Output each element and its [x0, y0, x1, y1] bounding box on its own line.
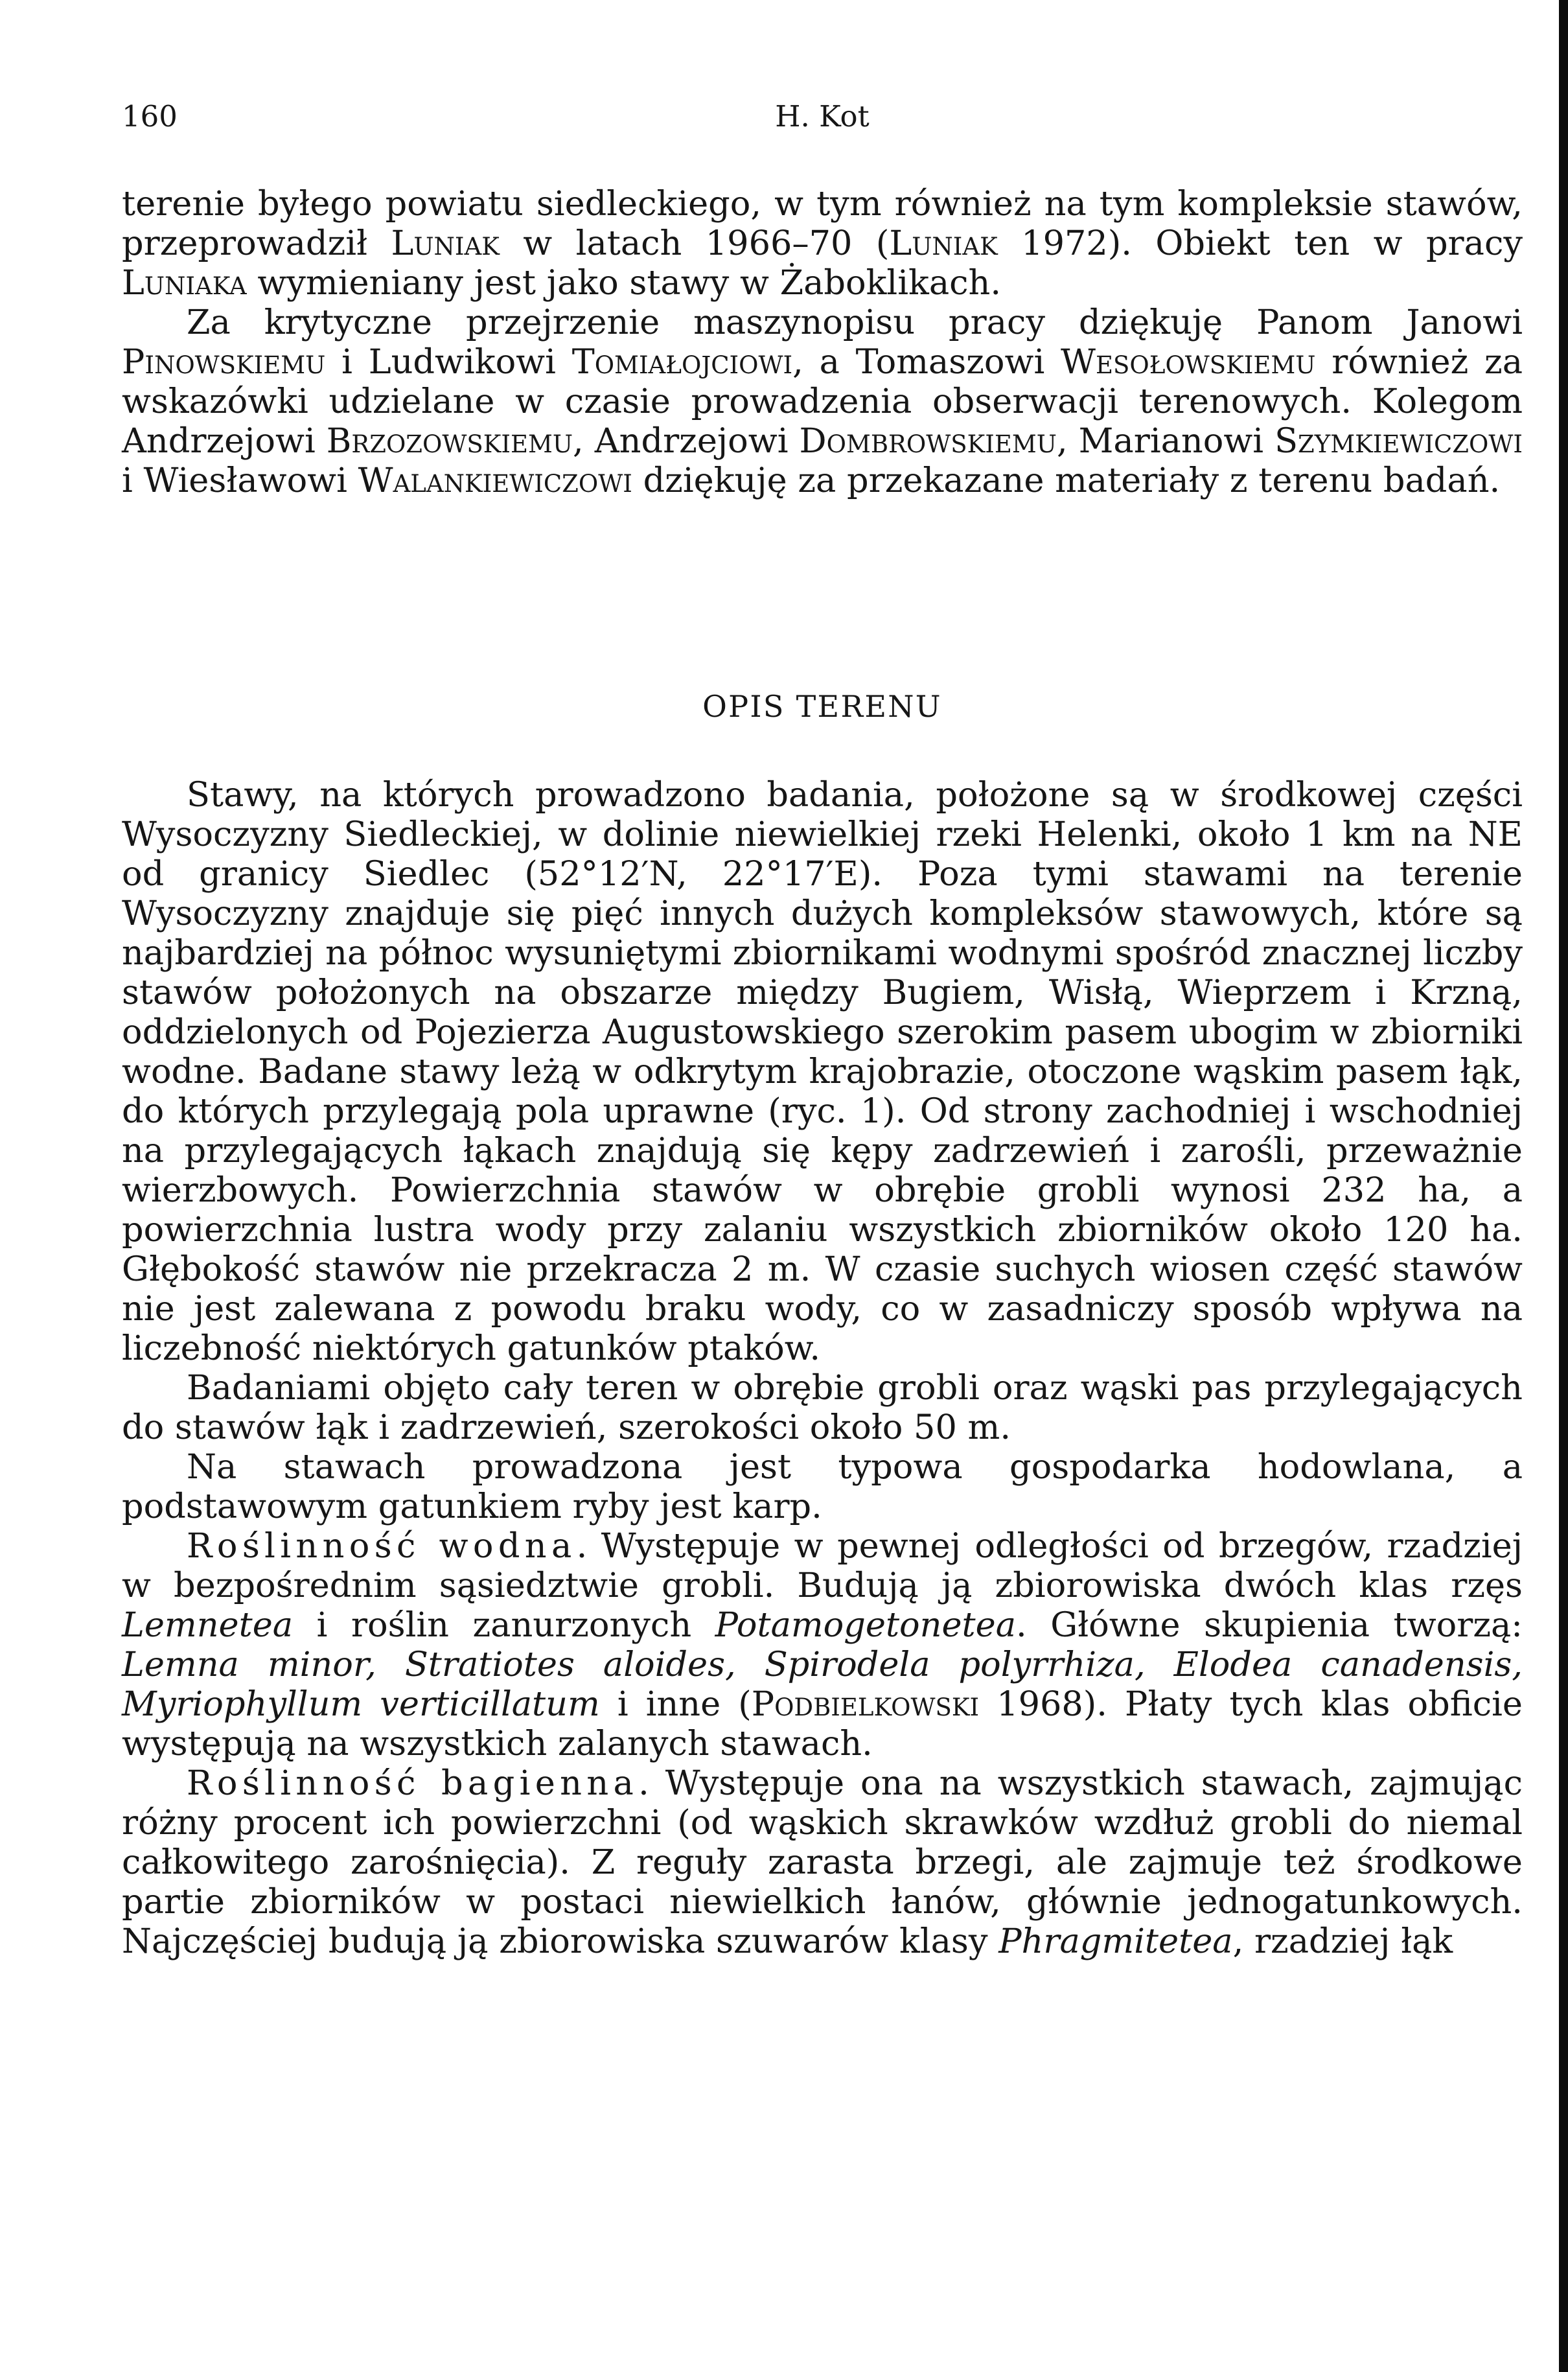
text-run: , a Tomaszowi — [792, 342, 1061, 382]
text-run: i Ludwikowi — [325, 342, 572, 382]
species-list: Lemna minor, Stratiotes aloides, Spirodela polyrrhiza, Elodea canadensis, Myriophyllum verticillatum — [122, 1645, 1523, 1724]
text-run: 1972). Obiekt ten w pracy — [997, 224, 1523, 263]
text-run: wymieniany jest jako stawy w Żaboklikach. — [246, 263, 1002, 303]
person-name: Brzozowskiemu — [326, 421, 573, 461]
text-run: terenie byłego powiatu siedleckiego, w tym również na tym kompleksie stawów, przeprowadził — [122, 184, 1523, 263]
body-paragraph-1: Stawy, na których prowadzono badania, położone są w środkowej części Wysoczyzny Siedleckiej, w dolinie niewielkiej rzeki Helenki, około 1 km na NE od granicy Siedlec (52°12′N, 22°17′E). Poza tymi stawami na terenie Wysoczyzny znajduje się pięć innych dużych kompleksów stawowych, które są najbardziej na północ wysuniętymi zbiornikami wodnymi spośród znacznej liczby stawów położonych na obszarze między Bugiem, Wisłą, Wieprzem i Krzną, oddzielonych od Pojezierza Augustowskiego szerokim pasem ubogim w zbiorniki wodne. Badane stawy leżą w odkrytym krajobrazie, otoczone wąskim pasem łąk, do których przylegają pola uprawne (ryc. 1). Od strony zachodniej i wschodniej na przylegających łąkach znajdują się kępy zadrzewień i zarośli, przeważnie wierzbowych. Powierzchnia stawów w obrębie grobli wynosi 232 ha, a powierzchnia lustra wody przy zalaniu wszystkich zbiorników około 120 ha. Głębokość stawów nie przekracza 2 m. W czasie suchych wiosen część stawów nie jest zalewana z powodu braku wody, co w zasadniczy sposób wpływa na liczebność niektórych gatunków ptaków. — [122, 775, 1523, 1368]
page-header — [122, 97, 1523, 136]
person-name: Walankiewiczowi — [358, 461, 632, 500]
run-in-heading: Roślinność bagienna — [187, 1763, 639, 1803]
text-run: i roślin zanurzonych — [293, 1605, 715, 1645]
author-name: Luniaka — [122, 263, 247, 303]
text-run: . Występuje ona na wszystkich stawach, zajmując różny procent ich powierzchni (od wąskich skrawków wzdłuż grobli do niemal całkowitego zarośnięcia). Z reguły zarasta brzegi, ale zajmuje też środkowe partie zbiorników w postaci niewielkich łanów, głównie jednogatunkowych. Najczęściej budują ją zbiorowiska szuwarów klasy — [122, 1763, 1523, 1961]
text-run: . Występuje w pewnej odległości od brzegów, rzadziej w bezpośrednim sąsiedztwie grobli. Budują ją zbiorowiska dwóch klas rzęs — [122, 1526, 1523, 1605]
person-name: Tomiałojciowi — [571, 342, 793, 382]
main-body — [122, 775, 1523, 1961]
author-name: Luniak — [391, 224, 500, 263]
taxon-name: Potamogetonetea — [715, 1605, 1016, 1645]
person-name: Dombrowskiemu — [799, 421, 1057, 461]
running-head: H. Kot — [775, 99, 870, 134]
section-heading: OPIS TERENU — [702, 689, 942, 724]
person-name: Wesołowskiemu — [1061, 342, 1316, 382]
taxon-name: Phragmitetea — [998, 1922, 1233, 1961]
taxon-name: Lemnetea — [122, 1605, 294, 1645]
body-paragraph-2: Badaniami objęto cały teren w obrębie grobli oraz wąski pas przylegających do stawów łąk i zadrzewień, szerokości około 50 m. — [122, 1368, 1523, 1447]
text-run: również za wskazówki udzielane w czasie prowadzenia obserwacji terenowych. Kolegom Andrzejowi — [122, 342, 1523, 461]
text-run: Za krytyczne przejrzenie maszynopisu pracy dziękuję Panom Janowi — [187, 303, 1523, 342]
page-number: 160 — [122, 99, 178, 134]
body-paragraph-4 — [122, 1526, 1523, 1763]
author-name: Podbielkowski — [751, 1684, 980, 1724]
text-run: 1968). Płaty tych klas obficie występują na wszystkich zalanych stawach. — [122, 1684, 1523, 1763]
text-run: i Wiesławowi — [122, 461, 358, 500]
text-run: , Marianowi — [1056, 421, 1275, 461]
body-paragraph-3: Na stawach prowadzona jest typowa gospodarka hodowlana, a podstawowym gatunkiem ryby jest karp. — [122, 1447, 1523, 1526]
person-name: Szymkiewiczowi — [1274, 421, 1523, 461]
text-run: dziękuję za przekazane materiały z terenu badań. — [632, 461, 1501, 500]
intro-paragraph-2 — [122, 303, 1523, 500]
scan-edge-strip — [1559, 0, 1568, 2372]
person-name: Pinowskiemu — [122, 342, 326, 382]
body-paragraph-5 — [122, 1763, 1523, 1961]
intro-block — [122, 184, 1523, 500]
intro-paragraph-1 — [122, 184, 1523, 303]
text-run: . Główne skupienia tworzą: — [1016, 1605, 1523, 1645]
text-run: , Andrzejowi — [573, 421, 800, 461]
text-run: w latach 1966–70 ( — [499, 224, 890, 263]
run-in-heading: Roślinność wodna — [187, 1526, 577, 1566]
text-run: , rzadziej łąk — [1232, 1922, 1453, 1961]
text-run: i inne ( — [599, 1684, 752, 1724]
author-name: Luniak — [889, 224, 998, 263]
